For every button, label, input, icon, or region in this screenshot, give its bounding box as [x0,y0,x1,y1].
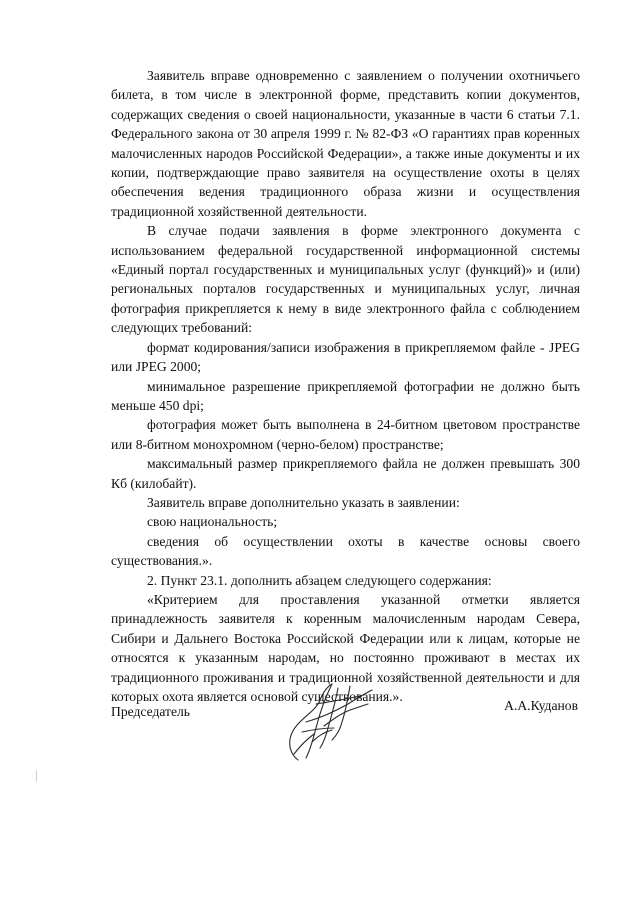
paragraph-nationality: свою национальность; [147,514,278,530]
paragraph-requirement-format: формат кодирования/записи изображения в прикрепляемом файле - JPEG или JPEG 2000; [111,339,580,375]
paragraph-electronic-submission: В случае подачи заявления в форме электронного документа с использованием федеральной государственной информационной системы «Единый портал государственных и муниципальных услуг (функций)» и (или) региональных порталов государственных и муниципальных услуг, личная фотография прикрепляется к нему в виде электронного файла с соблюдением следующих требований: [111,223,580,336]
paragraph-requirement-size: максимальный размер прикрепляемого файла не должен превышать 300 Кб (килобайт). [111,456,580,491]
paragraph-requirement-color: фотография может быть выполнена в 24-битном цветовом пространстве или 8-битном монохромном (черно-белом) пространстве; [111,417,580,452]
paragraph-applicant-rights: Заявитель вправе одновременно с заявлением о получении охотничьего билета, в том числе в электронной форме, представить копии документов, содержащих сведения о своей национальности, указанные в части 6 статьи 7.1. Федерального закона от 30 апреля 1999 г. № 82-ФЗ «О гарантиях прав коренных малочисленных народов Российской Федерации», а также иные документы и их копии, подтверждающие право заявителя на осуществление охоты в целях обеспечения ведения традиционного образа жизни и осуществления традиционной хозяйственной деятельности. [111,68,580,219]
paragraph-additional-info: Заявитель вправе дополнительно указать в заявлении: [147,494,460,510]
paragraph-amendment-point: 2. Пункт 23.1. дополнить абзацем следующего содержания: [147,572,492,588]
paragraph-hunting-basis: сведения об осуществлении охоты в качестве основы своего существования.». [111,533,580,569]
chairman-title: Председатель [111,704,190,719]
document-body [111,66,580,706]
scan-mark [36,770,37,782]
signatory-name: А.А.Куданов [504,698,578,713]
paragraph-requirement-resolution: минимальное разрешение прикрепляемой фотографии не должно быть меньше 450 dpi; [111,378,580,413]
signature-block [111,698,580,734]
paragraph-criterion: «Критерием для проставления указанной отметки является принадлежность заявителя к коренным малочисленным народам Севера, Сибири и Дальнего Востока Российской Федерации или к лицам, которые не относятся к указанным народам, но постоянно проживают в местах их традиционного проживания и традиционной хозяйственной деятельности и для которых охота является основой существования.». [111,591,580,704]
